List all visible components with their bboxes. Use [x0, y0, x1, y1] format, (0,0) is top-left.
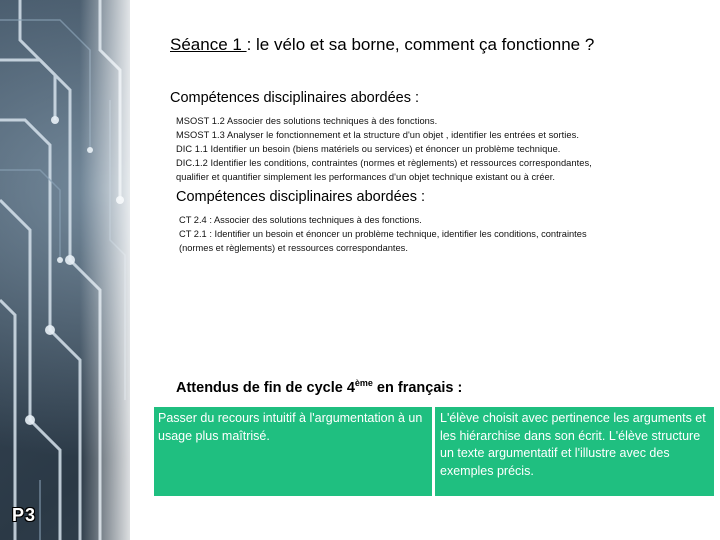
list-item: CT 2.1 : Identifier un besoin et énoncer un problème technique, identifier les conditions, contraintes [179, 229, 587, 239]
attendus-box-right: L'élève choisit avec pertinence les arguments et les hiérarchise dans son écrit. L'élève structure un texte argumentatif et l'illustre avec des exemples précis. [435, 407, 714, 496]
page-label: P3 [12, 505, 37, 525]
list-item: (normes et règlements) et ressources correspondantes. [179, 243, 408, 253]
section1-heading: Compétences disciplinaires abordées : [170, 90, 420, 106]
section2-list [179, 213, 689, 255]
list-item: DIC 1.1 Identifier un besoin (biens matériels ou services) et énoncer un problème technique. [176, 144, 561, 154]
attendus-heading: Attendus de fin de cycle 4ème en français : [176, 378, 463, 396]
list-item: MSOST 1.2 Associer des solutions techniques à des fonctions. [176, 116, 438, 126]
list-item: qualifier et quantifier simplement les performances d'un objet technique existant ou à créer. [176, 172, 556, 182]
attendus-box-left: Passer du recours intuitif à l'argumentation à un usage plus maîtrisé. [154, 407, 432, 496]
list-item: CT 2.4 : Associer des solutions techniques à des fonctions. [179, 215, 422, 225]
section1-list [176, 114, 686, 184]
list-item: MSOST 1.3 Analyser le fonctionnement et la structure d'un objet , identifier les entrées et sorties. [176, 130, 579, 140]
list-item: DIC.1.2 Identifier les conditions, contraintes (normes et règlements) et ressources correspondantes, [176, 158, 592, 168]
section2-heading: Compétences disciplinaires abordées : [176, 189, 426, 205]
slide-title: Séance 1 : le vélo et sa borne, comment ça fonctionne ? [170, 35, 595, 54]
